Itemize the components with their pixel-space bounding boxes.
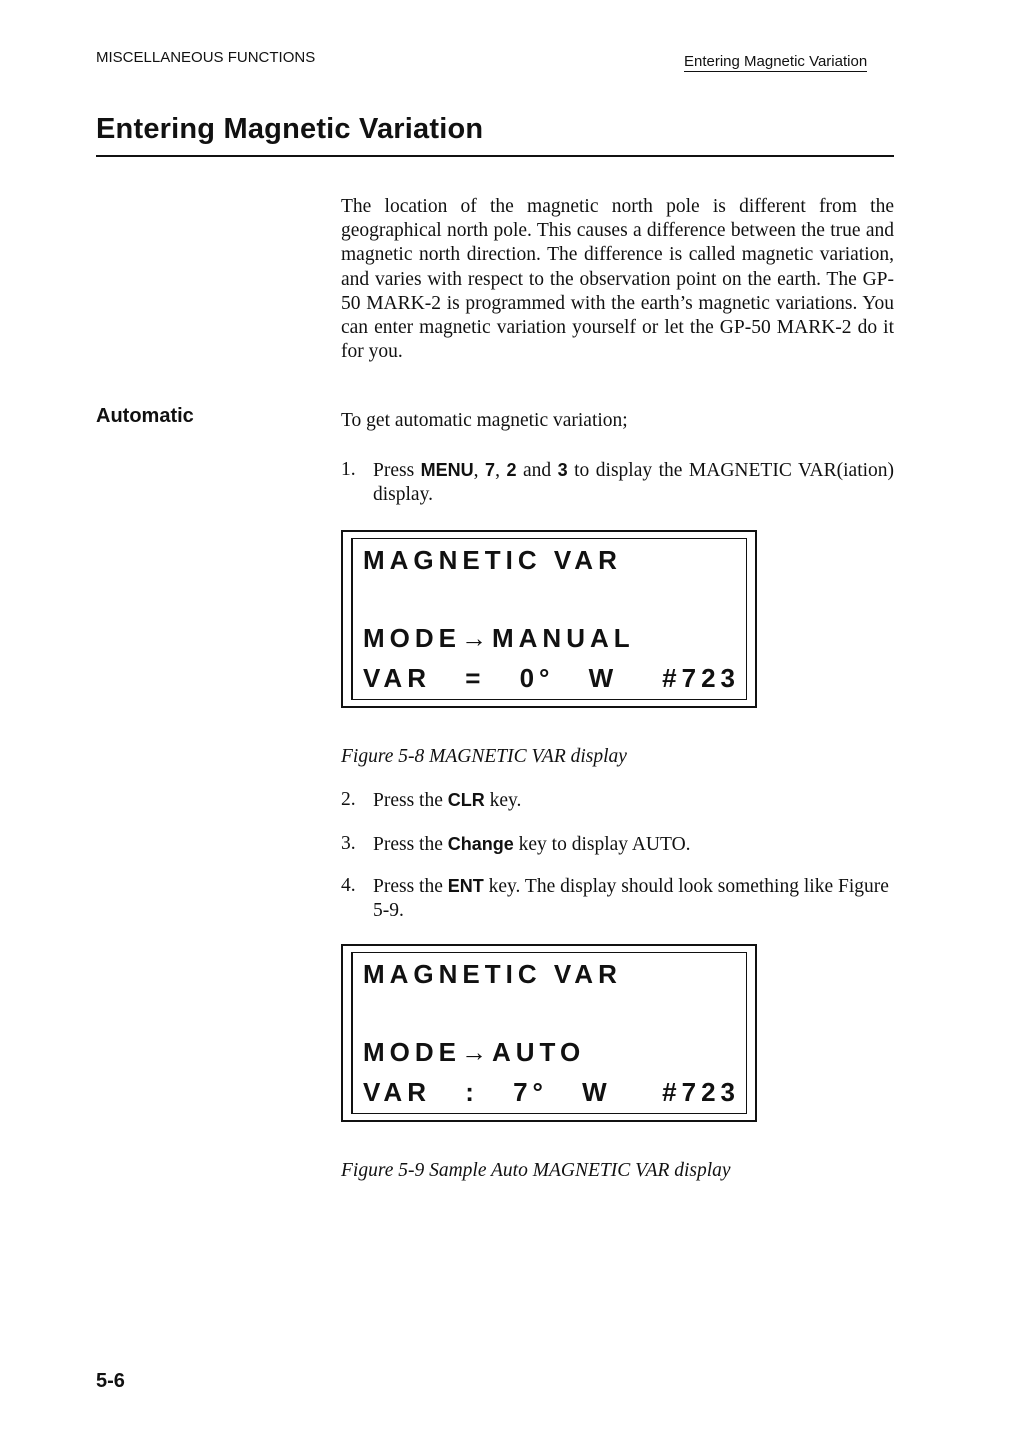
key-2: 2 [506, 460, 517, 480]
lcd-screen [351, 538, 747, 700]
page-number: 5-6 [96, 1370, 125, 1392]
figure-caption: Figure 5-9 Sample Auto MAGNETIC VAR display [341, 1160, 731, 1181]
separator: , [473, 460, 486, 481]
step-text-post: key. The display should look something like Figure 5-9. [373, 876, 889, 922]
running-header-right: Entering Magnetic Variation [684, 53, 868, 70]
step-number: 2. [341, 789, 356, 810]
step-number: 4. [341, 875, 356, 896]
step-number: 3. [341, 833, 356, 854]
lcd-line-3-right: #723 [662, 663, 740, 693]
section-heading-automatic: Automatic [96, 405, 194, 427]
step-text-pre: Press the [373, 790, 448, 811]
step-number: 1. [341, 459, 356, 480]
step-text-pre: Press [373, 460, 421, 481]
step-3 [341, 832, 894, 857]
lcd-line-3: VAR : 7° W [363, 1077, 612, 1107]
lcd-display-manual [341, 530, 757, 708]
separator: and [516, 460, 558, 481]
step-4 [341, 874, 894, 923]
key-3: 3 [557, 460, 568, 480]
lcd-line-1: MAGNETIC VAR [363, 959, 622, 989]
key-7: 7 [485, 460, 496, 480]
step-text-post: to display the MAGNETIC VAR(iation) display. [373, 460, 895, 506]
figure-caption: Figure 5-8 MAGNETIC VAR display [341, 746, 627, 767]
lcd-line-3: VAR = 0° W [363, 663, 619, 693]
step-2 [341, 788, 894, 813]
lcd-display-auto [341, 944, 757, 1122]
step-text-post: key. [484, 790, 522, 811]
title-rule [96, 155, 894, 157]
step-1 [341, 458, 894, 507]
key-ent: ENT [447, 876, 484, 896]
step-text-post: key to display AUTO. [513, 834, 691, 855]
step-text-pre: Press the [373, 876, 448, 897]
lcd-line-2: MODE→AUTO [363, 1037, 586, 1067]
running-header-left: MISCELLANEOUS FUNCTIONS [96, 49, 316, 66]
page-title: Entering Magnetic Variation [96, 113, 484, 145]
lcd-line-1: MAGNETIC VAR [363, 545, 622, 575]
lcd-screen [351, 952, 747, 1114]
section-intro: To get automatic magnetic variation; [341, 410, 628, 431]
key-clr: CLR [447, 790, 485, 810]
lcd-line-2: MODE→MANUAL [363, 623, 635, 653]
step-text-pre: Press the [373, 834, 448, 855]
intro-paragraph: The location of the magnetic north pole is different from the geographical north pole. This causes a difference between the true and magnetic north direction. The difference is called magnetic variation, and varies with respect to the observation point on the earth. The GP-50 MARK-2 is programmed with the earth’s magnetic variations. You can enter magnetic variation yourself or let the GP-50 MARK-2 do it for you. [341, 196, 894, 363]
lcd-line-3-right: #723 [662, 1077, 740, 1107]
key-menu: MENU [420, 460, 474, 480]
key-change: Change [447, 834, 514, 854]
separator: , [495, 460, 507, 481]
